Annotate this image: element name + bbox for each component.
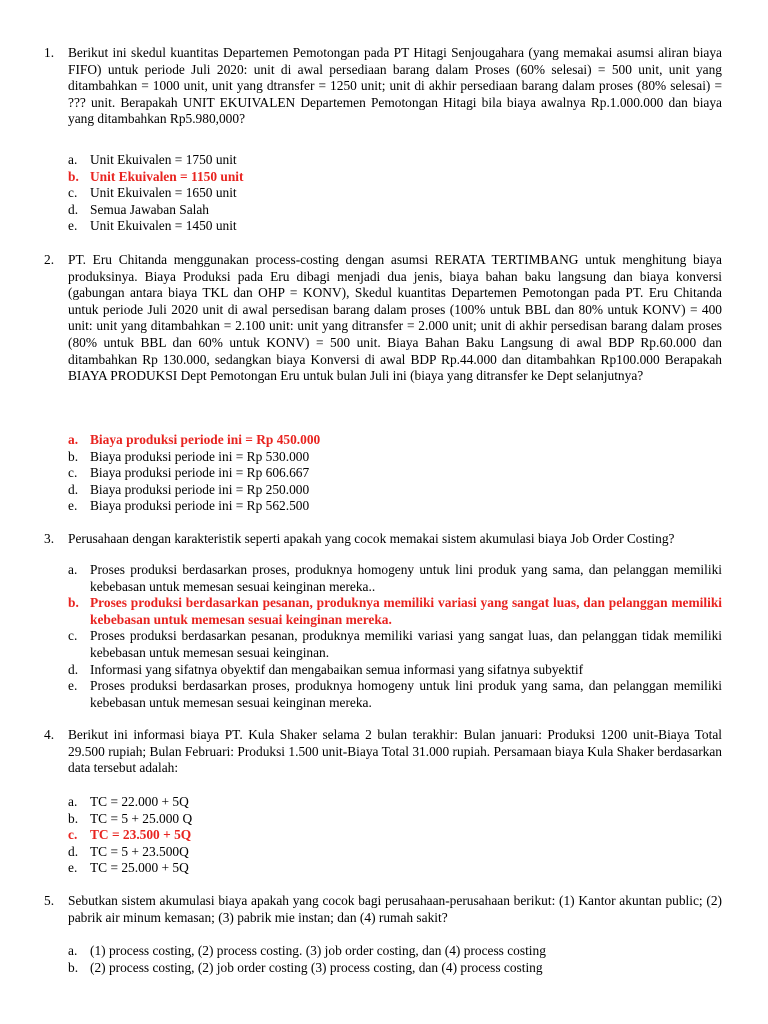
option-letter: b. <box>68 448 79 464</box>
question-number: 3. <box>44 531 55 546</box>
question-number: 2. <box>44 252 55 267</box>
option-letter: b. <box>68 595 79 611</box>
option-letter: c. <box>68 628 78 644</box>
answer-options <box>68 152 722 235</box>
answer-option-b[interactable] <box>68 960 722 977</box>
option-text: Proses produksi berdasarkan proses, produknya homogeny untuk lini produk yang sama, dan pelanggan memiliki kebebasan untuk memesan sesuai keinginan mereka.. <box>90 562 722 594</box>
option-text: TC = 22.000 + 5Q <box>90 794 189 809</box>
option-letter: d. <box>68 201 79 217</box>
option-letter: b. <box>68 959 79 975</box>
answer-option-a[interactable] <box>68 794 722 811</box>
option-text: Proses produksi berdasarkan pesanan, produknya memiliki variasi yang sangat luas, dan pelanggan tidak memiliki kebebasan untuk memesan sesuai keinginan. <box>90 628 722 660</box>
option-text: Unit Ekuivalen = 1150 unit <box>90 168 244 184</box>
answer-options <box>68 562 722 711</box>
answer-option-e[interactable] <box>68 498 722 515</box>
option-text: Biaya produksi periode ini = Rp 530.000 <box>90 448 310 464</box>
option-letter: d. <box>68 481 79 497</box>
answer-option-d[interactable] <box>68 844 722 861</box>
question-text: Perusahaan dengan karakteristik seperti apakah yang cocok memakai sistem akumulasi biaya Job Order Costing? <box>68 531 675 546</box>
option-text: (2) process costing, (2) job order costing (3) process costing, dan (4) process costing <box>90 959 543 975</box>
option-text: TC = 5 + 25.000 Q <box>90 810 193 826</box>
option-letter: a. <box>68 562 78 577</box>
option-text: Unit Ekuivalen = 1650 unit <box>90 185 237 201</box>
option-letter: e. <box>68 218 78 234</box>
answer-option-c[interactable] <box>68 185 722 202</box>
answer-option-a[interactable] <box>68 943 722 960</box>
answer-options <box>68 943 722 976</box>
question-text: Sebutkan sistem akumulasi biaya apakah yang cocok bagi perusahaan-perusahaan berikut: (1) Kantor akuntan public; (2) pabrik air minum kemasan; (3) pabrik mie instan; dan (4) rumah sakit? <box>68 893 722 925</box>
option-letter: e. <box>68 678 78 694</box>
answer-option-b[interactable] <box>68 595 722 628</box>
option-text: Biaya produksi periode ini = Rp 562.500 <box>90 498 310 514</box>
answer-options <box>68 794 722 877</box>
question-text: Berikut ini informasi biaya PT. Kula Shaker selama 2 bulan terakhir: Bulan januari: Produksi 1200 unit-Biaya Total 29.500 rupiah; Bulan Februari: Produksi 1.500 unit-Biaya Total 31.000 rupiah. Persamaan biaya Kula Shaker berdasarkan data tersebut adalah: <box>68 727 722 776</box>
question-number: 1. <box>44 45 55 60</box>
option-text: Unit Ekuivalen = 1450 unit <box>90 218 237 234</box>
option-letter: c. <box>68 465 78 481</box>
option-letter: a. <box>68 794 78 809</box>
option-letter: e. <box>68 860 78 876</box>
answer-option-d[interactable] <box>68 662 722 679</box>
option-text: TC = 25.000 + 5Q <box>90 860 189 876</box>
option-text: Unit Ekuivalen = 1750 unit <box>90 152 237 167</box>
option-text: TC = 23.500 + 5Q <box>90 827 192 843</box>
option-letter: b. <box>68 168 79 184</box>
option-text: Biaya produksi periode ini = Rp 450.000 <box>90 432 321 447</box>
option-text: TC = 5 + 23.500Q <box>90 843 189 859</box>
answer-option-e[interactable] <box>68 860 722 877</box>
option-text: Proses produksi berdasarkan proses, produknya homogeny untuk lini produk yang sama, dan pelanggan memiliki kebebasan untuk memesan sesuai keinginan mereka. <box>90 678 722 710</box>
answer-option-c[interactable] <box>68 827 722 844</box>
answer-option-d[interactable] <box>68 202 722 219</box>
option-text: Proses produksi berdasarkan pesanan, produknya memiliki variasi yang sangat luas, dan pelanggan memiliki kebebasan untuk memesan sesuai keinginan mereka. <box>90 595 722 627</box>
option-text: (1) process costing, (2) process costing. (3) job order costing, dan (4) process costing <box>90 943 546 958</box>
answer-option-a[interactable] <box>68 432 722 449</box>
answer-option-b[interactable] <box>68 169 722 186</box>
answer-option-d[interactable] <box>68 482 722 499</box>
option-letter: c. <box>68 185 78 201</box>
answer-option-b[interactable] <box>68 449 722 466</box>
question-number: 5. <box>44 893 55 908</box>
option-letter: a. <box>68 152 78 167</box>
question-text: PT. Eru Chitanda menggunakan process-costing dengan asumsi RERATA TERTIMBANG untuk menghitung biaya produksinya. Biaya Produksi pada Eru dibagi menjadi dua jenis, biaya bahan baku langsung dan biaya konversi (gabungan antara biaya TKL dan OHP = KONV), Skedul kuantitas Departemen Pemotongan pada PT. Eru Chitanda untuk periode Juli 2020 unit di awal persedisan barang dalam proses (100% untuk BBL dan 80% untuk KONV) = 400 unit: unit yang ditambahkan = 2.100 unit: unit yang ditransfer = 2.000 unit; unit di akhir persedisan barang dalam proses (80% untuk BBL dan 60% untuk KONV) = 500 unit. Biaya Bahan Baku Langsung di awal BDP Rp.60.000 dan ditambahkan Rp 130.000, sedangkan biaya Konversi di awal BDP Rp.44.000 dan ditambahkan Rp100.000 Berapakah BIAYA PRODUKSI Dept Pemotongan Eru untuk bulan Juli ini (biaya yang ditransfer ke Dept selanjutnya? <box>68 252 722 384</box>
option-letter: c. <box>68 827 78 843</box>
answer-option-c[interactable] <box>68 628 722 661</box>
answer-option-b[interactable] <box>68 811 722 828</box>
answer-option-c[interactable] <box>68 465 722 482</box>
option-text: Informasi yang sifatnya obyektif dan mengabaikan semua informasi yang sifatnya subyektif <box>90 661 584 677</box>
option-text: Biaya produksi periode ini = Rp 606.667 <box>90 465 310 481</box>
option-text: Semua Jawaban Salah <box>90 201 209 217</box>
option-letter: d. <box>68 843 79 859</box>
answer-option-a[interactable] <box>68 152 722 169</box>
option-letter: e. <box>68 498 78 514</box>
question-number: 4. <box>44 727 55 742</box>
option-letter: b. <box>68 810 79 826</box>
question-text: Berikut ini skedul kuantitas Departemen Pemotongan pada PT Hitagi Senjougahara (yang memakai asumsi aliran biaya FIFO) untuk periode Juli 2020: unit di awal persediaan barang dalam Proses (60% selesai) = 500 unit, unit yang ditambahkan = 1000 unit, unit yang dtransfer = 1250 unit; unit di akhir persediaan barang dalam proses (80% selesai) = ??? unit. Berapakah UNIT EKUIVALEN Departemen Pemotongan Hitagi bila biaya awalnya Rp.1.000.000 dan biaya yang ditambahkan Rp5.980,000? <box>68 45 722 127</box>
answer-option-e[interactable] <box>68 218 722 235</box>
option-letter: a. <box>68 943 78 958</box>
option-letter: d. <box>68 661 79 677</box>
answer-option-e[interactable] <box>68 678 722 711</box>
answer-option-a[interactable] <box>68 562 722 595</box>
answer-options <box>68 432 722 515</box>
option-letter: a. <box>68 432 79 447</box>
option-text: Biaya produksi periode ini = Rp 250.000 <box>90 481 310 497</box>
